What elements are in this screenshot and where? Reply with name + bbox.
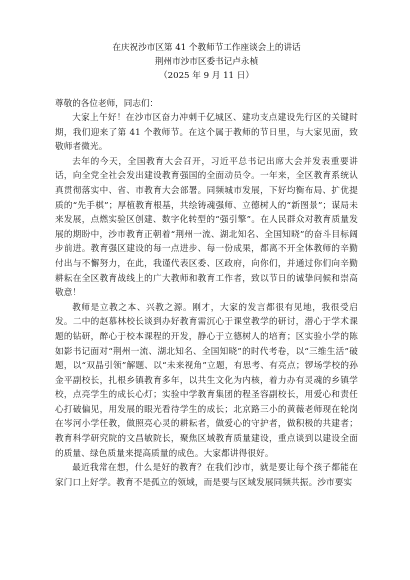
salutation: 尊敬的各位老师，同志们： [55, 99, 159, 109]
body-paragraph: 教师是立教之本、兴教之源。刚才，大家的发言都很有见地，我很受启发。二中的赵慕林校长谈到办好教育需沉心于课堂教学的研讨，潜心于学术课题的钻研，醉心于校本课程的开发，静心于立德树人的培育；区实验小学的陈如影书记面对“荆州一流、湖北知名、全国知晓”的时代考卷，以“三维生活”破题，以“双晶引领”解题、以“未来视角”立题，有思考、有亮点；锣场学校的孙金平副校长，扎根乡镇教育多年，以共生文化为内核，着力办有灵魂的乡镇学校，点亮学生的成长心灯；实验中学教育集团的程圣容副校长，用爱心和责任心打破偏见，用发展的眼光看待学生的成长；北京路三小的黄薇老师现在轮岗在岑河小学任教，做照亮心灵的耕耘者，做爱心的守护者，做积极的共建者；教育科学研究院的文昌敏院长，聚焦区域教育质量建设，重点谈到以建设全面的质量、绿色质量来提高质量的成色。大家都讲得很好。 [55, 302, 358, 459]
speech-title: 在庆祝沙市区第 41 个教师节工作座谈会上的讲话 [112, 43, 301, 53]
body-paragraph: 最近我常在想，什么是好的教育？在我们沙市，就是要让每个孩子都能在家门口上好学。教育不是孤立的领域，而是要与区域发展同频共振。沙市要实 [55, 463, 358, 488]
speech-date: （2025 年 9 月 11 日） [159, 71, 254, 81]
heading-spacer [55, 83, 358, 97]
body-paragraph: 去年的今天，全国教育大会召开，习近平总书记出席大会并发表重要讲话，向全党全社会发出建设教育强国的全面动员令。一年来，全区教育系统认真贯彻落实中、省、市教育大会部署。同频城市发展，下好均衡布局、扩优提质的“先手棋”；厚植教育根基，共绘铸魂强师、立德树人的“新图景”；谋局未来发展，点燃实验区创建、数字化转型的“强引擎”。在人民群众对教育质量发展的期盼中，沙市教育正朝着“荆州一流、湖北知名、全国知晓”的奋斗目标阔步前进。教育强区建设的每一点进步、每一份成果，都离不开全体教师的辛勤付出与不懈努力，在此，我谨代表区委、区政府，向你们，并通过你们向辛勤耕耘在全区教育战线上的广大教师和教育工作者，致以节日的诚挚问候和崇高敬意！ [55, 156, 358, 299]
speaker-line: 荆州市沙市区委书记卢永楨 [154, 57, 259, 67]
body-paragraph: 大家上午好！在沙市区奋力冲刺千亿城区、建功支点建设先行区的关键时期，我们迎来了第 41 个教师节。在这个属于教师的节日里，与大家见面，致敬师者微光。 [55, 113, 358, 153]
